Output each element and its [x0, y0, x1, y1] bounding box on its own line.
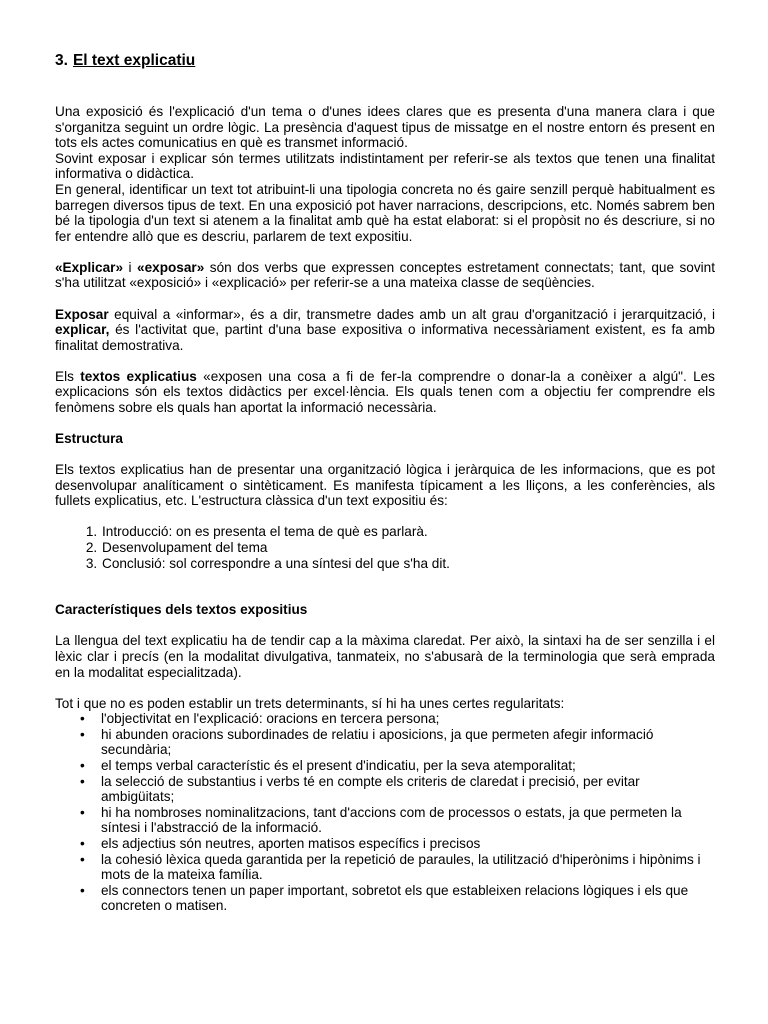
bullet-item: • hi abunden oracions subordinades de relatiu i aposicions, ja que permeten afegir informació secundària; — [101, 727, 715, 758]
exposar-definition-paragraph — [55, 307, 715, 354]
list-item: 3. Conclusió: sol correspondre a una síntesi del que s'ha dit. — [101, 556, 715, 572]
bullet-item: • l'objectivitat en l'explicació: oracions en tercera persona; — [101, 711, 715, 727]
section-title — [55, 51, 715, 71]
estructura-paragraph: Els textos explicatius han de presentar una organització lògica i jeràrquica de les informacions, que es pot desenvolupar analíticament o sintèticament. Es manifesta típicament a les lliçons, a les conferències, als fullets explicatius, etc. L'estructura clàssica d'un text expositiu és: — [55, 462, 715, 509]
bullet-item: • la cohesió lèxica queda garantida per la repetició de paraules, la utilització d'hiperònims i hipònims i mots de la mateixa família. — [101, 852, 715, 883]
text-fragment: i — [123, 259, 138, 275]
caracteristiques-bullets — [55, 711, 715, 914]
term-exposar-def: Exposar — [55, 306, 109, 322]
intro-paragraph-3: En general, identificar un text tot atribuint-li una tipologia concreta no és gaire senzill perquè habitualment es barregen diversos tipus de text. En una exposició pot haver narracions, descripcions, etc. Només sabrem ben bé la tipologia d'un text si atenem a la finalitat amb què ha estat elaborat: si el propòsit no és descriure, si no fer entendre allò que es descriu, parlarem de text expositiu. — [55, 181, 715, 244]
term-exposar: «exposar» — [137, 259, 205, 275]
text-fragment: són dos verbs que expressen conceptes estretament connectats; tant, que sovint s'ha utilitzat «exposició» i «explicació» per referir-se a una mateixa classe de seqüències. — [55, 259, 715, 291]
list-item: 2. Desenvolupament del tema — [101, 540, 715, 556]
text-fragment: és l'activitat que, partint d'una base expositiva o informativa necessàriament existent, es fa amb finalitat demostrativa. — [55, 322, 715, 353]
bullet-item: • el temps verbal característic és el present d'indicatiu, per la seva atemporalitat; — [101, 758, 715, 774]
bullet-item: • els adjectius són neutres, aporten matisos específics i precisos — [101, 836, 715, 852]
term-textos-explicatius: textos explicatius — [80, 368, 197, 384]
caracteristiques-heading: Característiques dels textos expositius — [55, 602, 308, 618]
bullet-item: • la selecció de substantius i verbs té en compte els criteris de claredat i precisió, per evitar ambigüitats; — [101, 774, 715, 805]
term-explicar-def: explicar, — [55, 322, 110, 338]
textos-explicatius-paragraph — [55, 369, 715, 416]
estructura-heading: Estructura — [55, 431, 123, 447]
intro-block — [55, 104, 715, 244]
explicar-exposar-paragraph — [55, 260, 715, 291]
bullet-item: • els connectors tenen un paper important, sobretot els que estableixen relacions lògiques i els que concreten o matisen. — [101, 883, 715, 914]
intro-paragraph-1: Una exposició és l'explicació d'un tema o d'unes idees clares que es presenta d'una manera clara i que s'organitza seguint un ordre lògic. La presència d'aquest tipus de missatge en el nostre entorn és present en tots els actes comunicatius en què es transmet informació. — [55, 104, 715, 151]
spacer — [55, 587, 715, 603]
section-title-text: El text explicatiu — [72, 52, 196, 69]
term-explicar: «Explicar» — [55, 259, 124, 275]
list-item: 1. Introducció: on es presenta el tema de què es parlarà. — [101, 524, 715, 540]
caracteristiques-paragraph-1: La llengua del text explicatiu ha de tendir cap a la màxima claredat. Per això, la sintaxi ha de ser senzilla i el lèxic clar i precís (en la modalitat divulgativa, tanmateix, no s'abusarà de la terminologia que serà emprada en la modalitat especialitzada). — [55, 633, 715, 680]
intro-paragraph-2: Sovint exposar i explicar són termes utilitzats indistintament per referir-se als textos que tenen una finalitat informativa o didàctica. — [55, 150, 715, 182]
text-fragment: Els — [55, 368, 81, 384]
section-number: 3. — [55, 52, 68, 69]
bullet-item: • hi ha nombroses nominalitzacions, tant d'accions com de processos o estats, ja que permeten la síntesi i l'abstracció de la informació. — [101, 805, 715, 836]
caracteristiques-paragraph-2: Tot i que no es poden establir un trets determinants, sí hi ha unes certes regularitats: — [55, 695, 565, 711]
text-fragment: equival a «informar», és a dir, transmetre dades amb un alt grau d'organització i jerarquització, i — [108, 306, 715, 322]
estructura-list — [55, 524, 715, 571]
text-fragment: «exposen una cosa a fi de fer-la comprendre o donar-la a conèixer a algú". Les explicacions són els textos didàctics per excel·lència. Els quals tenen com a objectiu fer comprendre els fenòmens sobre els quals han aportat la informació necessària. — [55, 368, 715, 415]
